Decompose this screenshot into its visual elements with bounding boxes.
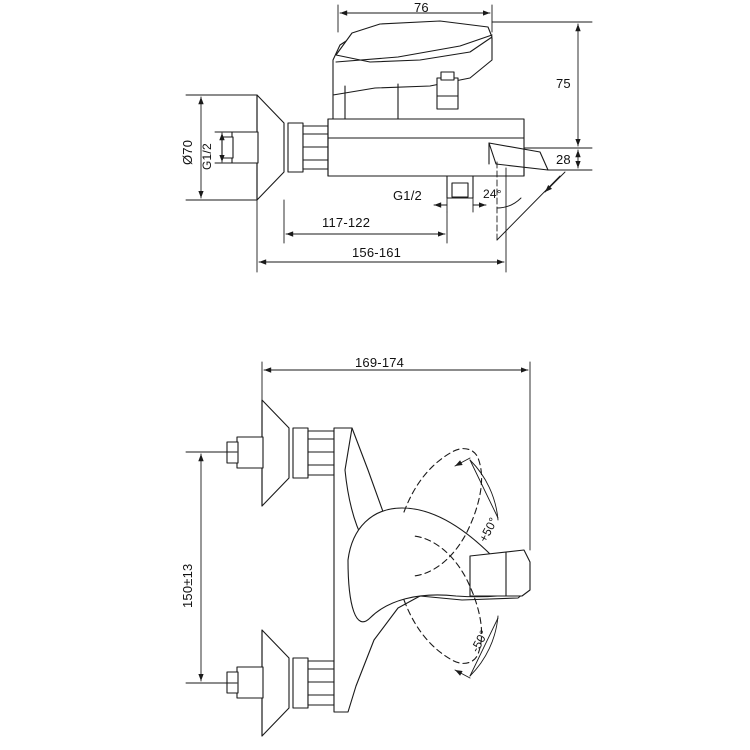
dim-label-spout-height: 28 [556,152,571,167]
dim-label-inlet-thread-bottom: G1/2 [393,188,422,203]
dim-label-inlet-thread-left: G1/2 [200,143,214,170]
dim-label-projection-short: 117-122 [322,215,371,230]
dim-label-spout-angle: 24° [483,187,502,201]
dim-label-handle-width: 76 [414,0,429,15]
dim-label-flange-diameter: Ø70 [180,139,195,165]
dim-label-lever-swing-positive: +50° [476,515,501,545]
dim-label-projection-long: 156-161 [352,245,402,260]
dim-label-height-total: 75 [556,76,571,91]
bottom-view-geometry [227,400,530,736]
top-view-geometry [222,21,548,200]
dim-label-inlet-centres: 150±13 [180,563,195,608]
dim-label-overall-width: 169-174 [355,355,405,370]
dim-label-lever-swing-negative: -50° [468,627,492,655]
